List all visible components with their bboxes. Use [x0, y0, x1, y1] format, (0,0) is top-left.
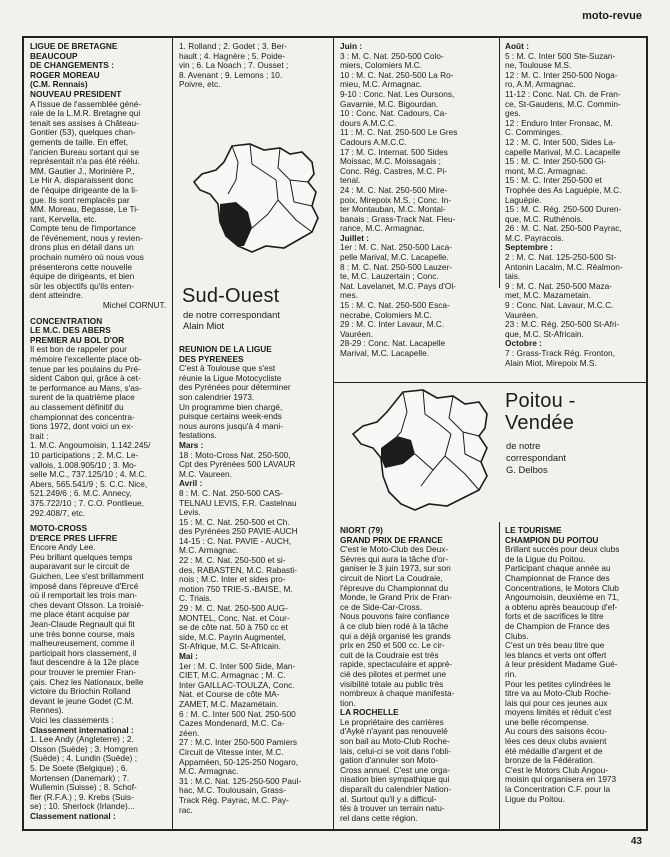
article-heading-line: Juillet : — [340, 232, 370, 243]
text-line: 1er : M. C. Nat. 250-500 Laca- — [340, 242, 453, 253]
article-heading-line: LE M.C. DES ABERS — [30, 325, 111, 336]
text-line: cuit de la Coudraie est très — [340, 649, 439, 660]
text-line: rale de la L.M.R. Bretagne qui — [30, 108, 141, 119]
text-line: tés à trouver un terrain natu- — [340, 803, 445, 814]
text-line: de l'équipe dirigeante de la li- — [30, 184, 138, 195]
text-line: 521.249/6 ; 6. M.C. Annecy, — [30, 488, 132, 499]
text-line: St-Afrique, M.C. St-Africain. — [179, 641, 281, 652]
text-line: rant, Kervella, etc. — [30, 213, 97, 224]
text-line: l'épreuve du Championnat du — [340, 582, 449, 593]
magazine-title: moto-revue — [582, 10, 642, 22]
text-line: 10 participations ; 2. M.C. Le- — [30, 449, 139, 460]
column-rule — [499, 38, 500, 288]
text-line: 29 : M. C. Nat. 250-500 AUG- — [179, 603, 288, 614]
text-line: se de côte nat. 50 à 750 cc et — [179, 622, 288, 633]
text-line: une belle récompense. — [505, 716, 589, 727]
text-line: 1. Lee Andy (Angleterre) ; 2. — [30, 734, 134, 745]
text-line: banais ; Grass-Track Nat. Fleu- — [340, 213, 456, 224]
map-sud-ouest — [180, 140, 330, 260]
text-line: C'est un très beau titre que — [505, 640, 605, 651]
text-line: les blancs et verts ont offert — [505, 649, 607, 660]
text-line: 12 : M. C. Inter 250-500 Noga- — [505, 69, 618, 80]
text-line: tenal. — [340, 175, 361, 186]
text-line: 10 : Conc. Nat. Cadours, Ca- — [340, 108, 447, 119]
text-line: rapide, spectaculaire et appré- — [340, 659, 453, 670]
article-heading-line: NOUVEAU PRESIDENT — [30, 88, 122, 99]
text-line: cié des pilotes et permet une — [340, 668, 447, 679]
text-line: son calendrier 1973. — [179, 391, 255, 402]
text-line: Circuit de Vitesse inter, M.C. — [179, 746, 284, 757]
correspondent-name: Alain Miot — [183, 320, 225, 331]
text-line: M.C. Payracois. — [505, 232, 564, 243]
text-line: Olsson (Suède) ; 3. Homgren — [30, 743, 138, 754]
text-line: Antonin Lacalm, M.C. Réalmon- — [505, 261, 623, 272]
text-line: puisque certains week-ends — [179, 411, 282, 422]
text-line: Voici les classements : — [30, 714, 114, 725]
text-line: C'est le Moto-Club des Deux- — [340, 544, 449, 555]
text-line: moyens limités et réduit c'est — [505, 707, 612, 718]
text-line: rin. — [505, 668, 517, 679]
text-line: CIET, M.C. Armagnac ; M. C. — [179, 670, 286, 681]
text-line: drons plus en détail dans un — [30, 242, 134, 253]
text-line: Mortensen (Danemark) ; 7. — [30, 772, 130, 783]
text-line: C. Comminges. — [505, 127, 563, 138]
text-line: M.C. Armagnac. — [179, 545, 239, 556]
text-line: hault ; 4. Hagnère ; 5. Poide- — [179, 50, 286, 61]
text-line: gue. Ils sont remplacés par — [30, 194, 130, 205]
text-line: Laguépie. — [505, 194, 542, 205]
text-line: Guichen, Lee s'est brillamment — [30, 571, 144, 582]
text-line: 7 : Grass-Track Rég. Fronton, — [505, 348, 615, 358]
text-line: Inter GAILLAC-TOULZA, Conc. — [179, 679, 295, 690]
text-line: titre va au Moto-Club Roche- — [505, 688, 612, 699]
text-line: Gontier (53), quelques chan- — [30, 127, 136, 138]
text-line: Ligue du Poitou. — [505, 793, 565, 804]
text-line: Rennes). — [30, 705, 64, 716]
article-heading-line: LA ROCHELLE — [340, 707, 399, 718]
text-line: 17 : M. C. Internat. 500 Sides — [340, 146, 448, 157]
text-line: nois ; M.C. Inter et sides pro- — [179, 574, 286, 585]
text-line: Sèvres qui aura la tâche d'or- — [340, 553, 449, 564]
text-line: te, M.C. Lauzertain ; Conc. — [340, 271, 439, 282]
correspondent-label: de notre — [506, 440, 541, 451]
text-line: poix, Mirepoix M.S. ; Conc. In- — [340, 194, 452, 205]
text-line: ne, Toulouse M.S. — [505, 60, 572, 71]
text-line: ges. — [505, 108, 521, 119]
text-line: side, M.C. Payrin Augmentel, — [179, 631, 286, 642]
text-line: 29 : M. C. Inter Lavaur, M.C. — [340, 319, 445, 330]
text-line: Nous pouvons faire confiance — [340, 611, 450, 622]
text-line: 24 : M. C. Nat. 250-500 Mire- — [340, 184, 448, 195]
text-line: vallois, 1.008.905/10 ; 3. Mo- — [30, 459, 137, 470]
text-line: ches devant Olsson. La troisiè- — [30, 599, 144, 610]
text-line: que, M.C. Ruthénois. — [505, 213, 583, 224]
text-line: sident Cabon qui, grâce à cet- — [30, 373, 141, 384]
text-line: Angoumoisin, deuxième en 71, — [505, 592, 619, 603]
text-line: de la Ligue du Poitou. — [505, 553, 586, 564]
text-line: 9-10 : Conc. Nat. Les Oursons, — [340, 88, 455, 99]
text-line: 5. De Soete (Belgique) ; 6. — [30, 762, 128, 773]
text-line: Abers, 565.541/9 ; 5. C.C. Nice, — [30, 478, 148, 489]
text-line: au classement définitif du — [30, 401, 124, 412]
text-line: que, M.C. St-Africain. — [505, 328, 584, 339]
text-line: 15 : M. C. Rég. 250-500 Duren- — [505, 204, 622, 215]
text-line: ZAMET, M.C. Mazamétain. — [179, 698, 279, 709]
page-number: 43 — [630, 836, 642, 847]
text-line: 15 : M. C. Inter 250-500 et — [505, 175, 602, 186]
text-line: tenue par les poulains du Pré- — [30, 363, 141, 374]
text-line: des, RABASTEN, M.C. Rabasti- — [179, 564, 298, 575]
text-line: Track Rég. Payrac, M.C. Pay- — [179, 794, 289, 805]
text-line: 22 : M. C. Nat. 250-500 et si- — [179, 555, 286, 566]
article-heading-line: Septembre : — [505, 242, 553, 253]
text-line: 375.722/10 ; 7. C.O. Pontlieue, — [30, 497, 144, 508]
text-line: 27 : M.C. Inter 250-500 Pamiers — [179, 737, 298, 748]
article-heading-line: PREMIER AU BOL D'OR — [30, 334, 125, 345]
text-line: 15 : M. C. Nat. 250-500 Esca- — [340, 300, 450, 311]
text-line: présenterons cette nouvelle — [30, 261, 132, 272]
text-line: 10 : M. C. Nat. 250-500 La Ro- — [340, 69, 454, 80]
text-line: necrabe, Colomiers M.C. — [340, 309, 432, 320]
text-line: visibilité totale au public très — [340, 678, 444, 689]
text-line: victoire du Briochin Rolland — [30, 686, 131, 697]
text-line: bronze de la Fédération. — [505, 755, 595, 766]
column-ligue-pyrenees — [179, 345, 327, 825]
article-heading-line: CHAMPION DU POITOU — [505, 534, 599, 545]
text-line: faut descendre à la 12e place — [30, 657, 139, 668]
text-line: fler (R.F.A.) ; 9. Krebs (Suis- — [30, 791, 134, 802]
article-heading-line: Mai : — [179, 651, 198, 661]
text-line: été médaille d'argent et de — [505, 745, 603, 756]
text-line: ce, St-Gaudens, M.C. Commin- — [505, 98, 621, 109]
text-line: rac. — [179, 804, 193, 815]
text-line: capelle Marival, M.C. Lacapelle — [505, 146, 621, 157]
text-line: dours A.M.C.C. — [340, 117, 397, 128]
text-line: 15 : M. C. Nat. 250-500 et Ch. — [179, 516, 290, 527]
text-line: Nat. Lavelanet, M.C. Pays d'Ol- — [340, 280, 456, 291]
article-heading-line: ROGER MOREAU — [30, 69, 100, 80]
article-heading-line: Juin : — [340, 42, 363, 51]
text-line: te performance au Mans, s'as- — [30, 382, 142, 393]
text-line: disparaît du calendrier Nation- — [340, 784, 452, 795]
text-line: Cross annuel. C'est une orga- — [340, 764, 450, 775]
column-rule — [333, 38, 334, 829]
text-line: de l'événement, nous y revien- — [30, 232, 143, 243]
text-line: sûr les objectifs qu'ils enten- — [30, 280, 134, 291]
text-line: MM. Gautier J., Morinière P., — [30, 165, 135, 176]
text-line: Pour les petites cylindrées le — [505, 678, 611, 689]
text-line: participait hors classement, il — [30, 647, 137, 658]
text-line: 26 : M. C. Nat. 250-500 Payrac, — [505, 223, 622, 234]
text-line: 11-12 : Conc. Nat. Ch. de Fran- — [505, 88, 621, 99]
text-line: ro, A.M. Armagnac. — [505, 79, 576, 90]
text-line: 9 : Conc. Nat. Lavaur, M.C.C. — [505, 300, 614, 311]
text-line: lais, celui-ci se voit dans l'obli- — [340, 745, 451, 756]
text-line: de Champion de France des — [505, 620, 610, 631]
text-line: ter Montauban, M.C. Montal- — [340, 204, 446, 215]
text-line: 1. M.C. Angoumoisin, 1.142.245/ — [30, 440, 151, 451]
text-line: se) ; 10. Sherlock (Irlande)... — [30, 801, 135, 812]
text-line: mémoire l'excellente place ob- — [30, 354, 142, 364]
correspondent-name: G. Delbos — [506, 464, 548, 475]
article-heading-line: BEAUCOUP — [30, 50, 78, 61]
region-title-poitou-line2: Vendée — [505, 412, 575, 434]
text-line: Vauréen. — [505, 309, 539, 320]
text-line: tions 1972, dont voici un ex- — [30, 421, 134, 432]
text-line: pelle Marival, M.C. Lacapelle. — [340, 252, 449, 263]
text-line: 6 : M. C. Inter 500 Nat. 250-500 — [179, 708, 296, 719]
text-line: nisation bien sympathique qui — [340, 774, 450, 785]
text-line: vin ; 6. La Noach ; 7. Ousset ; — [179, 60, 289, 71]
column-calendar-aout-octobre — [505, 42, 643, 382]
text-line: d'Ayké n'ayant pas renouvelé — [340, 726, 448, 737]
text-line: C'est le Motors Club Angou- — [505, 764, 609, 775]
text-line: réunie la Ligue Motocycliste — [179, 372, 282, 383]
text-line: prochain numéro où nous vous — [30, 252, 144, 263]
text-line: Brillant succès pour deux clubs — [505, 544, 620, 555]
text-line: A l'issue de l'assemblée géné- — [30, 98, 142, 109]
article-heading-line: NIORT (79) — [340, 526, 383, 535]
text-line: tais. — [505, 271, 521, 282]
text-line: TELNAU LEVIS, F.R. Castelnau — [179, 497, 297, 508]
text-line: Trophée des As Laguépie, M.C. — [505, 184, 622, 195]
column-tourisme-poitou — [505, 526, 643, 826]
text-line: mieu, M.C. Armagnac. — [340, 79, 423, 90]
article-heading-line: LIGUE DE BRETAGNE — [30, 42, 118, 51]
text-line: Il est bon de rappeler pour — [30, 344, 127, 355]
text-line: 11 : M. C. Nat. 250-500 Le Gres — [340, 127, 458, 138]
text-line: a obtenu après beaucoup d'ef- — [505, 601, 618, 612]
text-line: représentait n'a pas été réélu. — [30, 156, 140, 167]
text-line: M.C. Vaureen. — [179, 468, 232, 479]
text-line: mes. — [340, 290, 358, 301]
article-heading-line: CONCENTRATION — [30, 315, 103, 326]
article-heading-line: Classement national : — [30, 810, 116, 821]
text-line: 8. Avenant ; 9. Lemons ; 10. — [179, 69, 283, 80]
text-line: Compte tenu de l'importance — [30, 223, 136, 234]
text-line: 18 : Moto-Cross Nat. 250-500, — [179, 449, 291, 460]
text-line: 1. Rolland ; 2. Godet ; 3. Ber- — [179, 42, 287, 51]
column-niort-la-rochelle — [340, 526, 494, 826]
text-line: malheureusement, comme il — [30, 638, 135, 649]
article-heading-line: LE TOURISME — [505, 526, 562, 535]
text-line: C. Triais. — [179, 593, 212, 604]
text-line: Peu brillant quelques temps — [30, 551, 133, 562]
text-line: Cpt des Pyrénées 500 LAVAUR — [179, 459, 296, 470]
text-line: miers, Colomiers M.C. — [340, 60, 423, 71]
article-heading-line: Avril : — [179, 478, 203, 489]
column-rule — [172, 38, 173, 829]
text-line: surent de la quatrième place — [30, 392, 135, 403]
article-heading-line: MOTO-CROSS — [30, 523, 88, 534]
text-line: 14-15 : C. Nat. PAVIE - AUCH, — [179, 535, 292, 546]
text-line: rel dans cette région. — [340, 812, 418, 823]
text-line: Nat. et Course de côte MA- — [179, 689, 280, 700]
text-line: Gavarnie, M.C. Bigourdan. — [340, 98, 439, 109]
column-bretagne — [30, 42, 166, 827]
text-line: lées ces deux clubs avaient — [505, 736, 607, 747]
article-heading-line: (C.M. Rennais) — [30, 79, 88, 90]
text-line: Un programme bien chargé, — [179, 401, 283, 412]
column-calendar-juin-juillet — [340, 42, 494, 378]
text-line: Concentrations, le Motors Club — [505, 582, 619, 593]
correspondent-label: de notre correspondant — [183, 309, 280, 320]
text-line: (Suède) ; 4. Lundin (Suède) ; — [30, 753, 138, 764]
text-line: Poivre, etc. — [179, 79, 221, 90]
text-line: Le Hir A. disparaissent donc — [30, 175, 134, 186]
text-line: auparavant sur le circuit de — [30, 561, 130, 572]
text-line: motion 750 TRIE-S.-BAISE, M. — [179, 583, 293, 594]
text-line: Conc. Rég. Castres, M.C. Pi- — [340, 165, 447, 176]
text-line: hac, M.C. Toulousain, Grass- — [179, 785, 286, 796]
article-heading-line: D'ERCE PRES LIFFRE — [30, 532, 118, 543]
text-line: prix en 250 et 500 cc. Le cir- — [340, 640, 445, 651]
text-line: imposé dans l'épreuve d'Ercé — [30, 580, 139, 591]
text-line: ganiser le 3 juin 1973, sur son — [340, 563, 451, 574]
text-line: qui a déjà organisé les grands — [340, 630, 451, 641]
text-line: selle M.C., 737.125/10 ; 4. M.C. — [30, 469, 147, 480]
text-line: 2 : M. C. Nat. 125-250-500 St- — [505, 252, 617, 263]
region-title-sud-ouest: Sud-Ouest — [182, 285, 280, 307]
correspondent-label-2: correspondant — [506, 452, 566, 463]
text-line: Vauréen. — [340, 328, 374, 339]
text-line: des Pyrénées 250 PAVIE-AUCH — [179, 526, 298, 537]
text-line: forts et de sacrifices le titre — [505, 611, 604, 622]
text-line: à leur président Madame Gué- — [505, 659, 618, 670]
text-line: MM. Moreau, Begasse, Le Ti- — [30, 204, 139, 215]
text-line: Monde, le Grand Prix de Fran- — [340, 592, 453, 603]
article-heading-line: Mars : — [179, 439, 204, 450]
text-line: moisin qui organisera en 1973 — [505, 774, 617, 785]
region-title-poitou-line1: Poitou - — [505, 390, 576, 412]
text-line: 28-29 : Conc. Nat. Lacapelle — [340, 338, 446, 349]
text-line: des Pyrénées pour déterminer — [179, 382, 291, 393]
column-rule — [499, 522, 500, 829]
text-line: ce de Side-Car-Cross. — [340, 601, 423, 612]
text-line: Le propriétaire des carrières — [340, 716, 444, 727]
text-line: Jean-Claude Regnault qui fit — [30, 619, 135, 630]
text-line: zéen. — [179, 727, 200, 738]
text-line: Cazes Mondenard, M.C. Ca- — [179, 718, 285, 729]
text-line: une très bonne course, mais — [30, 628, 135, 639]
text-line: Wullemin (Suisse) ; 8. Schof- — [30, 782, 137, 793]
text-line: Encore Andy Lee. — [30, 542, 96, 553]
text-line: 15 : M. C. Inter 250-500 Gi- — [505, 156, 606, 167]
text-line: à ce club bien rodé à la tâche — [340, 620, 449, 631]
text-line: nombreux à chaque manifesta- — [340, 688, 455, 699]
text-line: Alain Miot, Mirepoix M.S. — [505, 357, 597, 368]
text-line: pour trouver le premier Fran- — [30, 667, 137, 677]
column-classement-national — [179, 42, 327, 102]
text-line: 3 : M. C. Nat. 250-500 Colo- — [340, 50, 444, 61]
text-line: rance, M.C. Armagnac. — [340, 223, 425, 234]
map-poitou-vendee — [345, 388, 495, 518]
text-line: trait : — [30, 430, 49, 441]
text-line: Participant chaque année au — [505, 563, 611, 574]
text-line: çais. Chez les Nationaux, belle — [30, 676, 144, 687]
text-line: son bail au Moto-Club Roche- — [340, 736, 450, 747]
text-line: 8 : M. C. Nat. 250-500 CAS- — [179, 487, 283, 498]
text-line: 5 : M. C. Inter 500 Ste-Suzan- — [505, 50, 616, 61]
text-line: festations. — [179, 430, 217, 441]
text-line: 9 : M. C. Nat. 250-500 Maza- — [505, 280, 612, 291]
text-line: 292.408/7, etc. — [30, 507, 85, 518]
text-line: al. Surtout qu'il y a difficul- — [340, 793, 437, 804]
text-line: tenait ses assises à Château- — [30, 117, 139, 128]
text-line: mont, M.C. Armagnac. — [505, 165, 588, 176]
text-line: équipe de dirigeants, et bien — [30, 271, 135, 282]
article-heading-line: GRAND PRIX DE FRANCE — [340, 534, 443, 545]
text-line: où il remportait les trois man- — [30, 590, 137, 601]
text-line: met, M.C. Mazametain. — [505, 290, 591, 301]
text-line: tion. — [340, 697, 356, 708]
article-heading-line: Classement international : — [30, 724, 134, 735]
text-line: dent atteindre. — [30, 290, 84, 301]
text-line: circuit de Niort La Coudraie, — [340, 572, 443, 583]
text-line: 23 : M.C. Rég. 250-500 St-Afri- — [505, 319, 620, 330]
text-line: gation d'annuler son Moto- — [340, 755, 438, 766]
article-heading-line: REUNION DE LA LIGUE — [179, 345, 272, 354]
text-line: M.C. Armagnac. — [179, 766, 239, 777]
text-line: la Concentration C.F. pour la — [505, 784, 611, 795]
text-line: nous aurons jusqu'à 4 mani- — [179, 420, 283, 431]
text-line: Championnat de France des — [505, 572, 610, 583]
text-line: Levis. — [179, 507, 201, 518]
text-line: 12 : Enduro Inter Fronsac, M. — [505, 117, 613, 128]
section-rule — [334, 382, 646, 383]
text-line: championnat des concentra- — [30, 411, 135, 422]
text-line: Moissac, M.C. Moissagais ; — [340, 156, 441, 167]
text-line: 31 : M.C. Nat. 125-250-500 Paul- — [179, 775, 302, 786]
text-line: me place étant acquise par — [30, 609, 130, 620]
text-line: Appaméen, 50-125-250 Nogaro, — [179, 756, 299, 767]
text-line: Marival, M.C. Lacapelle. — [340, 348, 429, 358]
text-line: 1er : M. C. Inter 500 Side, Man- — [179, 660, 296, 671]
article-heading-line: Août : — [505, 42, 529, 51]
text-line: lais qui pour ces jeunes aux — [505, 697, 608, 708]
article-heading-line: DE CHANGEMENTS : — [30, 60, 114, 71]
text-line: Au cours des saisons écou- — [505, 726, 607, 737]
text-line: C'est à Toulouse que s'est — [179, 363, 276, 374]
text-line: l'ancien Bureau sortant qui se — [30, 146, 140, 157]
text-line: Clubs. — [505, 630, 529, 641]
text-line: MONTEL, Conc. Nat. et Cour- — [179, 612, 290, 623]
text-line: gements de taille. En effet, — [30, 136, 129, 147]
article-heading-line: Octobre : — [505, 338, 542, 349]
signature: Michel CORNUT. — [102, 300, 166, 311]
text-line: 8 : M. C. Nat. 250-500 Lauzer- — [340, 261, 453, 272]
text-line: devant le jeune Godet (C.M. — [30, 695, 134, 706]
article-heading-line: DES PYRENEES — [179, 353, 244, 364]
text-line: Cadours A.M.C.C. — [340, 136, 407, 147]
text-line: 12 : M. C. Inter 500, Sides La- — [505, 136, 616, 147]
